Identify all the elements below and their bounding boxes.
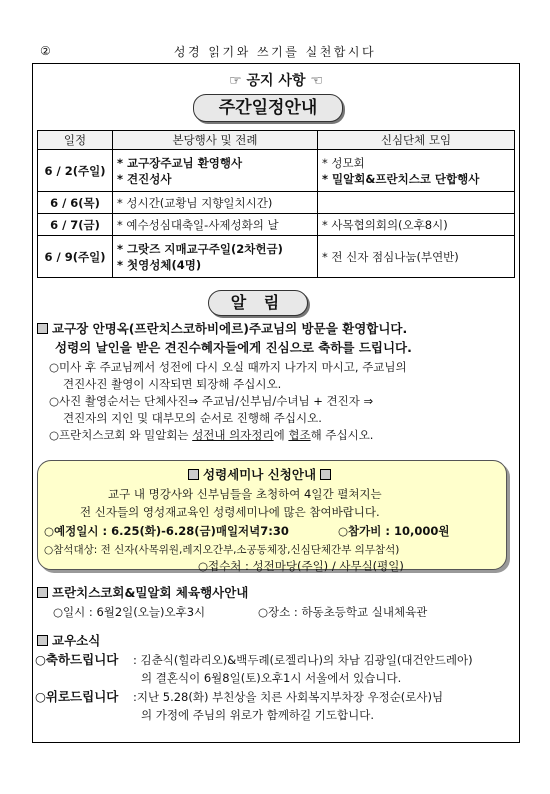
congrats-text-cont: 의 결혼식이 6월8일(토)오후1시 서울에서 있습니다. xyxy=(141,671,402,685)
bullet-stay-seated: ○미사 후 주교님께서 성전에 다시 오실 때까지 나가지 마시고, 주교님의 xyxy=(49,360,407,374)
row-parish xyxy=(113,150,318,192)
header-parish: 본당행사 및 전례 xyxy=(113,131,318,150)
group-event: * 밀알회&프란치스코 단합행사 xyxy=(322,171,480,186)
sports-place: ○장소 : 하동초등학교 실내체육관 xyxy=(258,605,428,619)
row-parish: * 성시간(교황님 지향일치시간) xyxy=(113,192,318,214)
square-bullet-icon xyxy=(320,469,331,480)
table-row xyxy=(38,192,515,214)
page-number: ② xyxy=(40,44,51,58)
news-title: 교우소식 xyxy=(37,632,100,650)
welcome-headline: 교구장 안명옥(프란치스코하비에르)주교님의 방문을 환영합니다. xyxy=(37,320,407,338)
square-bullet-icon xyxy=(37,635,48,646)
seminar-title: 성령세미나 신청안내 xyxy=(188,465,335,483)
table-row xyxy=(38,236,515,278)
congrats-line: 성령의 날인을 받은 견진수혜자들에게 진심으로 축하를 드립니다. xyxy=(55,340,412,355)
bullet-cleanup: ○프란치스코회 와 밀알회는 성전내 의자정리에 협조해 주십시오. xyxy=(49,428,374,442)
parish-event: * 견진성사 xyxy=(117,171,172,186)
row-parish: * 예수성심대축일-사제성화의 날 xyxy=(113,214,318,236)
row-groups: * 전 신자 점심나눔(부연반) xyxy=(318,236,515,278)
table-row xyxy=(38,214,515,236)
seminar-target: ○참석대상: 전 신자(사목위원,레지오간부,소공동체장,신심단체간부 의무참석) xyxy=(44,544,400,556)
row-date: 6 / 9(주일) xyxy=(38,236,113,278)
seminar-fee: ○참가비 : 10,000원 xyxy=(338,524,450,538)
seminar-schedule: ○예정일시 : 6.25(화)-6.28(금)매일저녁7:30 xyxy=(44,524,289,538)
row-parish xyxy=(113,236,318,278)
bulletin-frame xyxy=(32,63,520,743)
row-date: 6 / 6(목) xyxy=(38,192,113,214)
congrats-label: ○축하드립니다 xyxy=(35,652,119,667)
square-bullet-icon xyxy=(188,469,199,480)
congrats-text: : 김춘식(힐라리오)&백두례(로젤리나)의 차남 김광일(대건안드레아) xyxy=(133,653,473,667)
condolence-label: ○위로드립니다 xyxy=(35,689,119,704)
parish-event: * 교구장주교님 환영행사 xyxy=(117,155,243,170)
seminar-registration: ○접수처 : 성전마당(주일) / 사무실(평일) xyxy=(198,559,404,573)
bullet-photo-order-cont: 견진자의 지인 및 대부모의 순서로 진행해 주십시오. xyxy=(63,411,322,425)
square-bullet-icon xyxy=(37,587,48,598)
seminar-description-cont: 전 신자들의 영성재교육인 성령세미나에 많은 참여바랍니다. xyxy=(80,505,380,519)
parish-event: * 그랏즈 지매교구주일(2차헌금) xyxy=(117,241,283,256)
parish-event: * 첫영성체(4명) xyxy=(117,257,202,272)
table-row xyxy=(38,150,515,192)
row-date: 6 / 2(주일) xyxy=(38,150,113,192)
condolence-text: :지난 5.28(화) 부친상을 치른 사회복지부차장 우정순(로사)님 xyxy=(133,690,444,704)
header-date: 일정 xyxy=(38,131,113,150)
sports-date: ○일시 : 6월2일(오늘)오후3시 xyxy=(53,605,206,619)
header-groups: 신심단체 모임 xyxy=(318,131,515,150)
group-event: * 성모회 xyxy=(322,155,365,170)
seminar-box xyxy=(37,460,507,573)
announcements-title: 알 림 xyxy=(208,290,308,316)
row-groups: * 사목협의회의(오후8시) xyxy=(318,214,515,236)
schedule-header-row xyxy=(38,131,515,150)
schedule-table xyxy=(37,130,515,278)
notice-title: ☞ 공지 사항 ☜ xyxy=(229,73,323,89)
square-bullet-icon xyxy=(37,323,48,334)
row-date: 6 / 7(금) xyxy=(38,214,113,236)
condolence-text-cont: 의 가정에 주님의 위로가 함께하길 기도합니다. xyxy=(141,708,375,722)
row-groups xyxy=(318,150,515,192)
page-motto: 성경 읽기와 쓰기를 실천합시다 xyxy=(173,45,377,59)
sports-title: 프란치스코회&밀알회 체육행사안내 xyxy=(37,584,248,602)
bullet-photo-order: ○사진 촬영순서는 단체사진⇒ 주교님/신부님/수녀님 + 견진자 ⇒ xyxy=(49,394,374,408)
weekly-schedule-title: 주간일정안내 xyxy=(193,94,343,122)
seminar-description: 교구 내 명강사와 신부님들을 초청하여 4일간 펼쳐지는 xyxy=(108,487,382,501)
row-groups xyxy=(318,192,515,214)
bullet-stay-seated-cont: 견진사진 촬영이 시작되면 퇴장해 주십시오. xyxy=(63,377,282,391)
